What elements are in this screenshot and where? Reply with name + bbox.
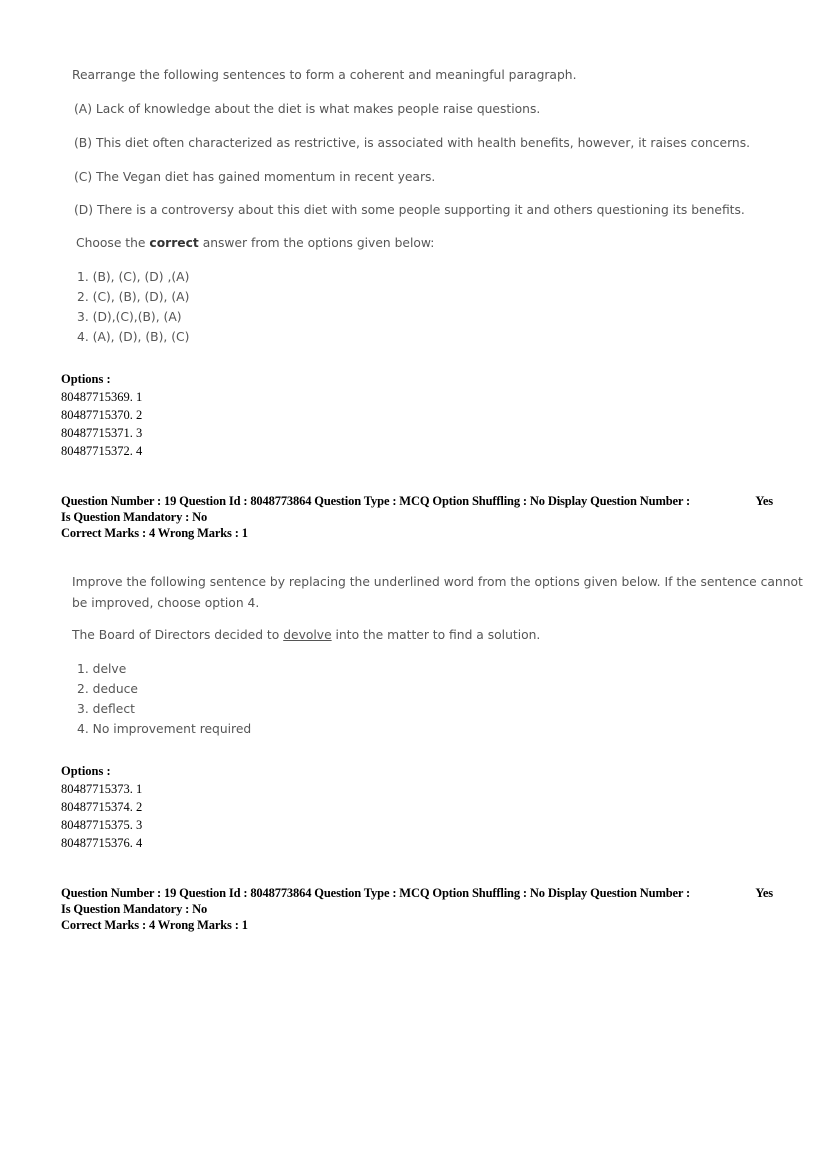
q2-choice-2: 2. deduce bbox=[77, 682, 138, 696]
option-item: 80487715376. 4 bbox=[61, 836, 143, 850]
options-block-1 bbox=[61, 370, 142, 460]
options-block-2 bbox=[61, 762, 142, 852]
meta-line-1-left: Question Number : 19 Question Id : 8048773864 Question Type : MCQ Option Shuffling : No Display Question Number : bbox=[61, 886, 691, 900]
meta-line-3: Correct Marks : 4 Wrong Marks : 1 bbox=[61, 918, 248, 932]
option-item: 80487715372. 4 bbox=[61, 444, 143, 458]
meta-line-2: Is Question Mandatory : No bbox=[61, 902, 208, 916]
q1-choice-1: 1. (B), (C), (D) ,(A) bbox=[77, 270, 190, 284]
meta-line-2: Is Question Mandatory : No bbox=[61, 510, 208, 524]
q1-choice-2: 2. (C), (B), (D), (A) bbox=[77, 290, 190, 304]
q1-sentence-c: (C) The Vegan diet has gained momentum in recent years. bbox=[74, 170, 436, 184]
q1-sentence-b: (B) This diet often characterized as restrictive, is associated with health benefits, however, it raises concerns. bbox=[74, 136, 751, 150]
q1-sentence-d: (D) There is a controversy about this diet with some people supporting it and others questioning its benefits. bbox=[74, 203, 745, 217]
q1-choose-prefix: Choose the bbox=[76, 236, 150, 250]
q1-choice-4: 4. (A), (D), (B), (C) bbox=[77, 330, 190, 344]
meta-line-1-right: Yes bbox=[755, 886, 773, 900]
q1-choose-bold: correct bbox=[149, 236, 199, 250]
q1-choice-3: 3. (D),(C),(B), (A) bbox=[77, 310, 182, 324]
option-item: 80487715371. 3 bbox=[61, 426, 143, 440]
option-item: 80487715373. 1 bbox=[61, 782, 143, 796]
q1-choose-suffix: answer from the options given below: bbox=[198, 236, 435, 250]
q2-sentence bbox=[72, 628, 540, 642]
option-item: 80487715369. 1 bbox=[61, 390, 143, 404]
meta-line-1 bbox=[61, 885, 773, 901]
q1-choose-line bbox=[76, 236, 434, 250]
options-label: Options : bbox=[61, 764, 111, 778]
q2-sentence-prefix: The Board of Directors decided to bbox=[72, 628, 284, 642]
options-label: Options : bbox=[61, 372, 111, 386]
meta-line-1 bbox=[61, 493, 773, 509]
q1-instruction: Rearrange the following sentences to form a coherent and meaningful paragraph. bbox=[72, 68, 577, 82]
meta-line-3: Correct Marks : 4 Wrong Marks : 1 bbox=[61, 526, 248, 540]
question-meta-1 bbox=[61, 493, 773, 541]
q2-choice-4: 4. No improvement required bbox=[77, 722, 252, 736]
q2-underlined-word: devolve bbox=[283, 628, 332, 642]
option-item: 80487715370. 2 bbox=[61, 408, 143, 422]
q2-sentence-suffix: into the matter to find a solution. bbox=[331, 628, 541, 642]
meta-line-1-left: Question Number : 19 Question Id : 8048773864 Question Type : MCQ Option Shuffling : No Display Question Number : bbox=[61, 494, 691, 508]
meta-line-1-right: Yes bbox=[755, 494, 773, 508]
q2-choice-1: 1. delve bbox=[77, 662, 127, 676]
option-item: 80487715374. 2 bbox=[61, 800, 143, 814]
q2-instruction-line-1: Improve the following sentence by replacing the underlined word from the options given below. If the sentence cannot bbox=[72, 575, 803, 589]
option-item: 80487715375. 3 bbox=[61, 818, 143, 832]
q1-sentence-a: (A) Lack of knowledge about the diet is what makes people raise questions. bbox=[74, 102, 541, 116]
q2-instruction-line-2: be improved, choose option 4. bbox=[72, 596, 260, 610]
q2-choice-3: 3. deflect bbox=[77, 702, 135, 716]
question-meta-2 bbox=[61, 885, 773, 933]
